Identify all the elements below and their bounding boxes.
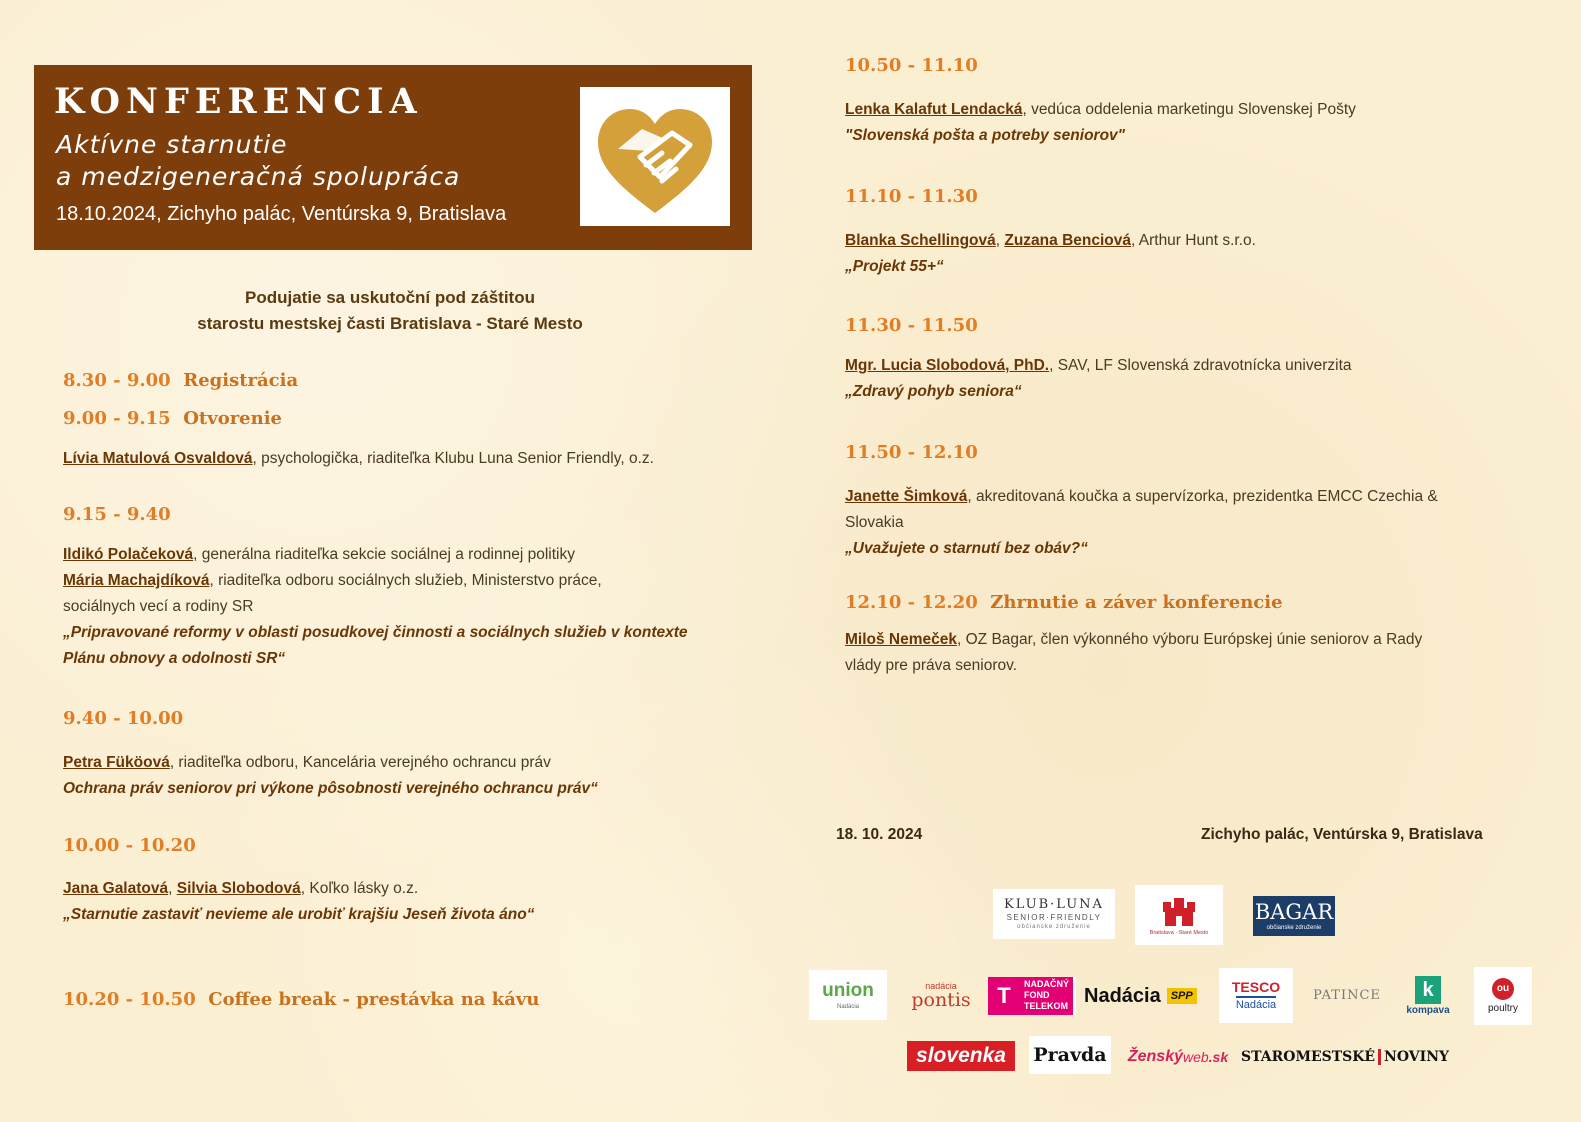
patronage-line-1: Podujatie sa uskutoční pod záštitou	[245, 288, 535, 307]
session-block: Blanka Schellingová, Zuzana Benciová, Arthur Hunt s.r.o. „Projekt 55+“	[845, 228, 1545, 280]
telekom-logo: T NADAČNÝ FOND TELEKOM	[988, 977, 1076, 1015]
session-time: 9.15 - 9.40	[63, 504, 171, 525]
zensky-web-logo: Ženský web .sk	[1127, 1048, 1229, 1065]
bagar-logo: BAGAR občianske združenie	[1253, 896, 1335, 936]
talk-title: „Projekt 55+“	[845, 258, 944, 275]
speaker-name: Blanka Schellingová	[845, 232, 996, 249]
opening-label: Otvorenie	[183, 408, 283, 429]
conference-banner	[34, 65, 752, 250]
castle-mark-icon	[1378, 1049, 1381, 1065]
session-time: 11.30 - 11.50	[845, 315, 978, 336]
talk-title: „Starnutie zastaviť nevieme ale urobiť krajšiu Jeseň života áno“	[63, 906, 535, 923]
session-block: Mgr. Lucia Slobodová, PhD., SAV, LF Slovenská zdravotnícka univerzita „Zdravý pohyb seniora“	[845, 353, 1545, 405]
closing-label: Zhrnutie a záver konferencie	[990, 592, 1283, 613]
footer-date: 18. 10. 2024	[836, 826, 923, 843]
coffee-break-label: Coffee break - prestávka na kávu	[208, 989, 540, 1010]
session-time: 10.00 - 10.20	[63, 835, 196, 856]
session-time: 11.50 - 12.10	[845, 442, 978, 463]
registration-time: 8.30 - 9.00 Registrácia	[63, 370, 299, 391]
talk-title: "Slovenská pošta a potreby seniorov"	[845, 127, 1126, 144]
pontis-logo: nadácia pontis	[911, 981, 971, 1011]
session-block: Miloš Nemeček, OZ Bagar, člen výkonného výboru Európskej únie seniorov a Rady vlády pre práva seniorov.	[845, 627, 1545, 679]
session-block: Lenka Kalafut Lendacká, vedúca oddelenia marketingu Slovenskej Pošty "Slovenská pošta a potreby seniorov"	[845, 97, 1545, 149]
patronage-note	[40, 285, 740, 337]
speaker-name: Zuzana Benciová	[1004, 232, 1131, 249]
heart-handshake-icon	[580, 87, 730, 226]
talk-title: „Uvažujete o starnutí bez obáv?“	[845, 540, 1088, 557]
talk-title: Plánu obnovy a odolnosti SR“	[63, 650, 286, 667]
session-block: Ildikó Polačeková, generálna riaditeľka sekcie sociálnej a rodinnej politiky Mária Machajdíková, riaditeľka odboru sociálnych služieb, Ministerstvo práce, sociálnych vecí a rodiny SR „Pripravované reformy v oblasti posudkovej činnosti a sociálnych služieb v kontexte Plánu obnovy a odolnosti SR“	[63, 542, 743, 672]
tesco-nadacia-logo: TESCO Nadácia	[1219, 968, 1293, 1023]
slovenka-logo: slovenka	[907, 1041, 1015, 1071]
nadacia-spp-logo: Nadácia SPP	[1084, 980, 1206, 1012]
session-block: Janette Šimková, akreditovaná koučka a supervízorka, prezidentka EMCC Czechia & Slovakia „Uvažujete o starnutí bez obáv?“	[845, 484, 1545, 562]
session-block: Petra Füköová, riaditeľka odboru, Kancelária verejného ochrancu práv Ochrana práv seniorov pri výkone pôsobnosti verejného ochrancu práv“	[63, 750, 743, 802]
kompava-logo: k kompava	[1401, 972, 1455, 1020]
klub-luna-logo: KLUB·LUNA SENIOR·FRIENDLY občianske združenie	[993, 889, 1115, 939]
telekom-t-icon: T	[988, 977, 1020, 1015]
patince-logo: PATINCE	[1313, 988, 1381, 1003]
speaker-role: vlády pre práva seniorov.	[845, 657, 1018, 674]
coffee-break: 10.20 - 10.50 Coffee break - prestávka na kávu	[63, 989, 540, 1010]
ou-poultry-logo: ou poultry	[1474, 967, 1532, 1025]
conference-subtitle	[56, 129, 460, 193]
castle-icon	[1159, 894, 1199, 928]
speaker-name: Ildikó Polačeková	[63, 546, 194, 563]
session-time: 10.50 - 11.10	[845, 55, 978, 76]
closing-time: 12.10 - 12.20 Zhrnutie a záver konferencie	[845, 592, 1283, 613]
speaker-name: Lívia Matulová Osvaldová	[63, 450, 253, 467]
subtitle-line-1: Aktívne starnutie	[56, 130, 288, 159]
talk-title: „Pripravované reformy v oblasti posudkovej činnosti a sociálnych služieb v kontexte	[63, 624, 688, 641]
speaker-name: Petra Füköová	[63, 754, 170, 771]
opening-time: 9.00 - 9.15 Otvorenie	[63, 408, 283, 429]
pravda-logo: Pravda	[1029, 1036, 1111, 1074]
speaker-name: Jana Galatová	[63, 880, 169, 897]
registration-label: Registrácia	[183, 370, 299, 391]
session-block: Jana Galatová, Silvia Slobodová, Koľko lásky o.z. „Starnutie zastaviť nevieme ale urobiť krajšiu Jeseň života áno“	[63, 876, 743, 928]
speaker-name: Mgr. Lucia Slobodová, PhD.	[845, 357, 1050, 374]
speaker-name: Lenka Kalafut Lendacká	[845, 101, 1023, 118]
staromestske-noviny-logo: STAROMESTSKÉ NOVINY	[1241, 1049, 1449, 1065]
stare-mesto-logo: Bratislava · Staré Mesto	[1135, 885, 1223, 945]
speaker-role: sociálnych vecí a rodiny SR	[63, 598, 254, 615]
speaker-role: Slovakia	[845, 514, 904, 531]
kompava-k-icon: k	[1415, 976, 1441, 1004]
patronage-line-2: starostu mestskej časti Bratislava - Staré Mesto	[197, 314, 583, 333]
session-time: 9.40 - 10.00	[63, 708, 184, 729]
talk-title: Ochrana práv seniorov pri výkone pôsobnosti verejného ochrancu práv“	[63, 780, 598, 797]
opening-speaker-line: Lívia Matulová Osvaldová, psychologička, riaditeľka Klubu Luna Senior Friendly, o.z.	[63, 450, 654, 467]
footer-place: Zichyho palác, Ventúrska 9, Bratislava	[1201, 826, 1483, 843]
union-logo: union Nadácia	[809, 970, 887, 1020]
heart-handshake-logo	[580, 87, 730, 226]
speaker-name: Janette Šimková	[845, 488, 968, 505]
subtitle-line-2: a medzigeneračná spolupráca	[56, 162, 461, 191]
session-time: 11.10 - 11.30	[845, 186, 978, 207]
talk-title: „Zdravý pohyb seniora“	[845, 383, 1022, 400]
speaker-name: Mária Machajdíková	[63, 572, 210, 589]
speaker-name: Miloš Nemeček	[845, 631, 957, 648]
speaker-name: Silvia Slobodová	[176, 880, 301, 897]
conference-date-place: 18.10.2024, Zichyho palác, Ventúrska 9, Bratislava	[56, 203, 507, 225]
conference-title: KONFERENCIA	[54, 81, 423, 122]
